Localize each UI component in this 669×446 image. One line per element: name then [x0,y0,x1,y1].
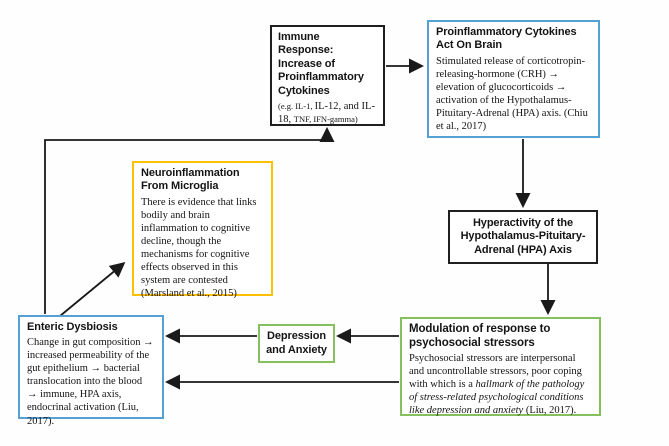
depression-anxiety-title: Depression and Anxiety [266,330,327,356]
box-hpa-hyperactivity [448,210,598,264]
neuroinflammation-title: Neuroinflammation From Microglia [141,167,240,193]
box-neuroinflammation [132,161,273,299]
immune-response-body: (e.g. IL-1, IL-12, and IL-18, TNF, IFN-gamma) [278,101,375,126]
box-enteric-dysbiosis [18,315,164,427]
box-immune-response [270,25,385,126]
box-cytokines-act-on-brain [427,20,600,138]
enteric-dysbiosis-body: Change in gut composition → increased permeability of the gut epithelium → bacterial translocation into the blood → immune, HPA axis, endocrinal activation (Liu, 2017). [27,337,154,427]
box-modulation-stressors [400,317,601,416]
modulation-body: Psychosocial stressors are interpersonal and uncontrollable stressors, poor coping with which is a hallmark of the pathology of stress-related psychological conditions like depression and anxiety (Liu, 2017). [409,353,585,417]
cytokines-brain-body: Stimulated release of corticotropin-releasing-hormone (CRH) → elevation of glucocorticoids → activation of the Hypothalamus-Pituitary-Adrenal (HPA) axis. (Chiu et al., 2017) [436,55,588,132]
hpa-hyperactivity-title: Hyperactivity of the Hypothalamus-Pituitary-Adrenal (HPA) Axis [460,216,586,256]
box-depression-anxiety [258,324,335,363]
immune-response-title: Immune Response: Increase of Proinflammatory Cytokines [278,31,364,97]
cytokines-brain-title: Proinflammatory Cytokines Act On Brain [436,26,577,52]
enteric-dysbiosis-title: Enteric Dysbiosis [27,321,118,333]
neuroinflammation-body: There is evidence that links bodily and brain inflammation to cognitive decline, though the mechanisms for cognitive effects observed in this system are contested (Marsland et al., 2015) [141,196,257,299]
arrow-enteric-to-neuroinflammation [60,264,123,316]
modulation-title: Modulation of response to psychosocial stressors [409,323,551,350]
